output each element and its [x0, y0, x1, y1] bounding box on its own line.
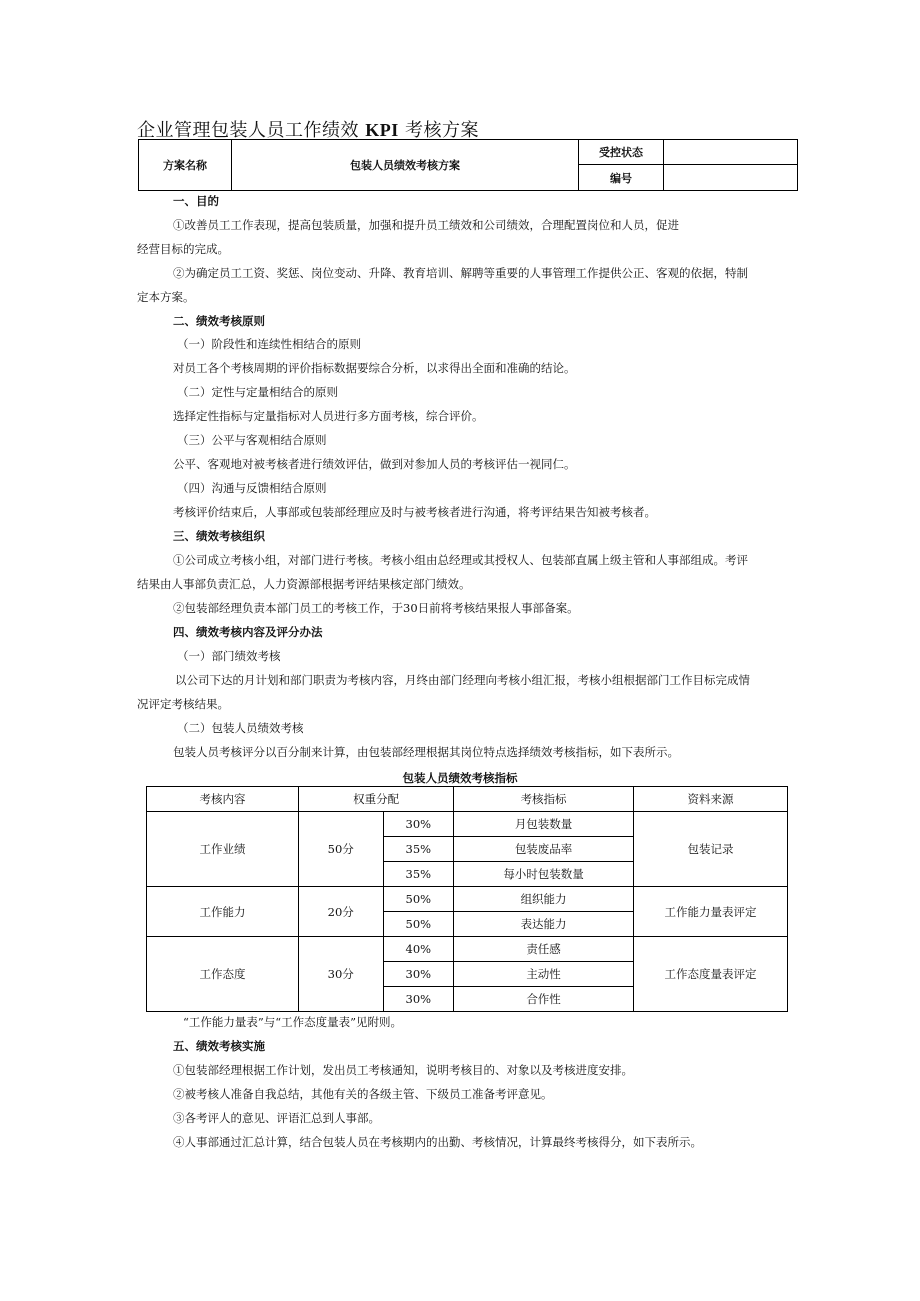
section-5-title: 五、绩效考核实施 [173, 1039, 265, 1053]
title-main: 企业管理包装人员工作绩效 [137, 120, 359, 141]
kpi-group-content: 工作业绩 [147, 812, 299, 887]
control-status-label: 受控状态 [579, 140, 664, 165]
title-kpi: KPI [365, 120, 399, 140]
kpi-header-content: 考核内容 [147, 787, 299, 812]
kpi-item-weight: 35% [383, 862, 454, 887]
kpi-item-indicator: 主动性 [454, 962, 634, 987]
section-1-title: 一、目的 [173, 194, 219, 208]
table-row [147, 812, 788, 837]
kpi-item-indicator: 责任感 [454, 937, 634, 962]
section-5-item-3: ③各考评人的意见、评语汇总到人事部。 [173, 1111, 380, 1125]
section-1-para-2a: ②为确定员工工资、奖惩、岗位变动、升降、教育培训、解聘等重要的人事管理工作提供公正、客观的依据，特制 [173, 266, 748, 280]
kpi-header-weight: 权重分配 [299, 787, 454, 812]
section-2-sub-2-text: 选择定性指标与定量指标对人员进行多方面考核，综合评价。 [173, 409, 484, 423]
kpi-item-weight: 35% [383, 837, 454, 862]
section-1-para-1a: ①改善员工工作表现，提高包装质量，加强和提升员工绩效和公司绩效，合理配置岗位和人员，促进 [173, 218, 679, 232]
kpi-group-content: 工作态度 [147, 937, 299, 1012]
section-2-sub-1-text: 对员工各个考核周期的评价指标数据要综合分析，以求得出全面和准确的结论。 [173, 361, 576, 375]
kpi-item-weight: 30% [383, 962, 454, 987]
number-value [664, 165, 798, 191]
section-3-para-1b: 结果由人事部负责汇总，人力资源部根据考评结果核定部门绩效。 [137, 577, 471, 591]
kpi-group-source: 工作态度量表评定 [633, 937, 787, 1012]
kpi-item-indicator: 表达能力 [454, 912, 634, 937]
kpi-table [146, 786, 788, 1012]
kpi-item-indicator: 合作性 [454, 987, 634, 1012]
section-4-sub-1-text-b: 况评定考核结果。 [137, 697, 229, 711]
section-2-sub-4: （四）沟通与反馈相结合原则 [177, 481, 327, 495]
number-label: 编号 [579, 165, 664, 191]
table-row [147, 937, 788, 962]
scheme-name-label: 方案名称 [139, 140, 232, 191]
section-5-item-4: ④人事部通过汇总计算，结合包装人员在考核期内的出勤、考核情况，计算最终考核得分，如下表所示。 [173, 1135, 702, 1149]
kpi-group-content: 工作能力 [147, 887, 299, 937]
table-row [147, 887, 788, 912]
section-4-title: 四、绩效考核内容及评分办法 [173, 625, 323, 639]
section-1-para-1b: 经营目标的完成。 [137, 242, 229, 256]
kpi-table-title: 包装人员绩效考核指标 [402, 771, 518, 785]
section-2-title: 二、绩效考核原则 [173, 314, 265, 328]
kpi-group-score: 20分 [299, 887, 384, 937]
section-3-para-2: ②包装部经理负责本部门员工的考核工作，于30日前将考核结果报人事部备案。 [173, 601, 579, 615]
section-4-sub-1-text-a: 以公司下达的月计划和部门职责为考核内容，月终由部门经理向考核小组汇报，考核小组根据部门工作目标完成情 [175, 673, 750, 687]
scheme-name-value: 包装人员绩效考核方案 [232, 140, 579, 191]
control-status-value [664, 140, 798, 165]
kpi-item-indicator: 每小时包装数量 [454, 862, 634, 887]
section-2-sub-4-text: 考核评价结束后，人事部或包装部经理应及时与被考核者进行沟通，将考评结果告知被考核者。 [173, 505, 656, 519]
section-4-sub-2: （二）包装人员绩效考核 [177, 721, 304, 735]
section-2-sub-2: （二）定性与定量相结合的原则 [177, 385, 338, 399]
kpi-group-score: 50分 [299, 812, 384, 887]
section-2-sub-1: （一）阶段性和连续性相结合的原则 [177, 337, 361, 351]
kpi-group-score: 30分 [299, 937, 384, 1012]
table-note: “工作能力量表”与“工作态度量表”见附则。 [183, 1015, 403, 1029]
section-5-item-1: ①包装部经理根据工作计划，发出员工考核通知，说明考核目的、对象以及考核进度安排。 [173, 1063, 633, 1077]
section-3-title: 三、绩效考核组织 [173, 529, 265, 543]
kpi-header-source: 资料来源 [633, 787, 787, 812]
kpi-item-weight: 30% [383, 812, 454, 837]
section-1-para-2b: 定本方案。 [137, 290, 195, 304]
kpi-item-weight: 50% [383, 887, 454, 912]
section-5-item-2: ②被考核人准备自我总结，其他有关的各级主管、下级员工准备考评意见。 [173, 1087, 553, 1101]
kpi-header-indicator: 考核指标 [454, 787, 634, 812]
kpi-table-header-row [147, 787, 788, 812]
section-4-sub-2-text: 包装人员考核评分以百分制来计算，由包装部经理根据其岗位特点选择绩效考核指标，如下表所示。 [173, 745, 679, 759]
kpi-item-weight: 40% [383, 937, 454, 962]
kpi-item-weight: 30% [383, 987, 454, 1012]
section-4-sub-1: （一）部门绩效考核 [177, 649, 281, 663]
kpi-group-source: 包装记录 [633, 812, 787, 887]
kpi-group-source: 工作能力量表评定 [633, 887, 787, 937]
header-table [138, 139, 798, 191]
section-2-sub-3-text: 公平、客观地对被考核者进行绩效评估，做到对参加人员的考核评估一视同仁。 [173, 457, 576, 471]
kpi-item-weight: 50% [383, 912, 454, 937]
kpi-item-indicator: 月包装数量 [454, 812, 634, 837]
title-tail: 考核方案 [404, 120, 479, 141]
section-3-para-1a: ①公司成立考核小组，对部门进行考核。考核小组由总经理或其授权人、包装部直属上级主管和人事部组成。考评 [173, 553, 748, 567]
kpi-item-indicator: 包装废品率 [454, 837, 634, 862]
kpi-item-indicator: 组织能力 [454, 887, 634, 912]
section-2-sub-3: （三）公平与客观相结合原则 [177, 433, 327, 447]
